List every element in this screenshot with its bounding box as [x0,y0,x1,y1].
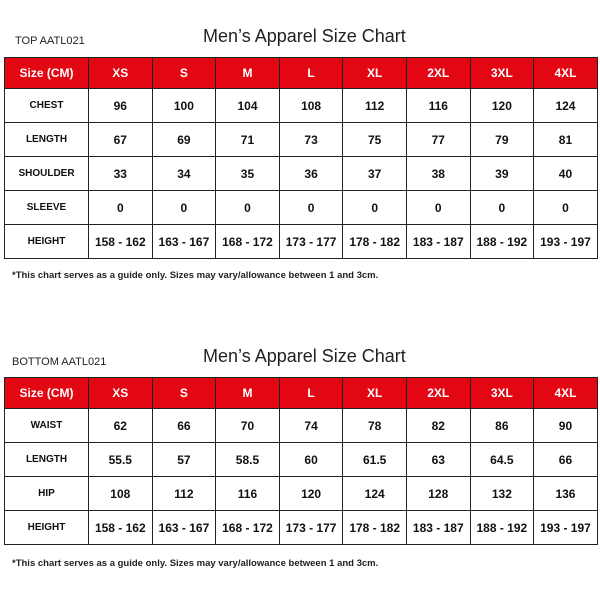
table-cell: 66 [534,443,598,477]
top-size-xl: XL [343,58,407,89]
table-cell: 71 [216,123,280,157]
table-cell: 158 - 162 [89,511,153,545]
table-cell: 183 - 187 [406,225,470,259]
bottom-size-4xl: 4XL [534,378,598,409]
top-size-s: S [152,58,216,89]
bottom-size-3xl: 3XL [470,378,534,409]
table-cell: 57 [152,443,216,477]
table-cell: 124 [343,477,407,511]
table-cell: 0 [406,191,470,225]
table-cell: 60 [279,443,343,477]
table-cell: 163 - 167 [152,225,216,259]
top-size-2xl: 2XL [406,58,470,89]
top-size-chart-section [0,24,600,281]
bottom-chart-title: Men’s Apparel Size Chart [203,346,406,366]
table-cell: 58.5 [216,443,280,477]
bottom-header-label: Size (CM) [5,378,89,409]
bottom-product-code: BOTTOM AATL021 [12,356,107,368]
top-size-3xl: 3XL [470,58,534,89]
table-cell: 128 [406,477,470,511]
table-cell: 74 [279,409,343,443]
top-size-4xl: 4XL [534,58,598,89]
table-cell: 112 [343,89,407,123]
table-cell: 40 [534,157,598,191]
table-cell: 35 [216,157,280,191]
top-product-code: TOP AATL021 [15,35,85,47]
bottom-row-label: LENGTH [5,443,89,477]
table-cell: 55.5 [89,443,153,477]
table-cell: 69 [152,123,216,157]
table-cell: 0 [534,191,598,225]
top-chart-title: Men’s Apparel Size Chart [203,26,406,46]
bottom-size-xs: XS [89,378,153,409]
table-cell: 100 [152,89,216,123]
top-size-xs: XS [89,58,153,89]
top-header-label: Size (CM) [5,58,89,89]
bottom-row-hip [5,477,598,511]
table-cell: 0 [343,191,407,225]
table-cell: 0 [279,191,343,225]
top-size-m: M [216,58,280,89]
top-row-label: HEIGHT [5,225,89,259]
table-cell: 39 [470,157,534,191]
table-cell: 132 [470,477,534,511]
bottom-size-xl: XL [343,378,407,409]
table-cell: 112 [152,477,216,511]
top-chart-header [0,24,600,57]
table-cell: 173 - 177 [279,511,343,545]
table-cell: 116 [406,89,470,123]
top-row-label: CHEST [5,89,89,123]
bottom-header-row [5,378,598,409]
table-cell: 75 [343,123,407,157]
bottom-size-chart-section [0,344,600,569]
table-cell: 136 [534,477,598,511]
table-cell: 64.5 [470,443,534,477]
table-cell: 116 [216,477,280,511]
table-cell: 168 - 172 [216,225,280,259]
table-cell: 158 - 162 [89,225,153,259]
top-row-height [5,225,598,259]
top-row-length [5,123,598,157]
table-cell: 77 [406,123,470,157]
table-cell: 67 [89,123,153,157]
top-header-row [5,58,598,89]
bottom-row-length [5,443,598,477]
bottom-size-m: M [216,378,280,409]
table-cell: 0 [470,191,534,225]
bottom-row-waist [5,409,598,443]
table-cell: 178 - 182 [343,511,407,545]
table-cell: 120 [279,477,343,511]
table-cell: 63 [406,443,470,477]
table-cell: 188 - 192 [470,225,534,259]
top-disclaimer-note: *This chart serves as a guide only. Sizes may vary/allowance between 1 and 3cm. [12,270,379,281]
table-cell: 108 [279,89,343,123]
table-cell: 81 [534,123,598,157]
table-cell: 0 [152,191,216,225]
table-cell: 108 [89,477,153,511]
table-cell: 96 [89,89,153,123]
top-row-label: SHOULDER [5,157,89,191]
top-row-chest [5,89,598,123]
top-size-l: L [279,58,343,89]
table-cell: 193 - 197 [534,511,598,545]
table-cell: 79 [470,123,534,157]
table-cell: 61.5 [343,443,407,477]
table-cell: 168 - 172 [216,511,280,545]
table-cell: 62 [89,409,153,443]
bottom-size-2xl: 2XL [406,378,470,409]
table-cell: 78 [343,409,407,443]
top-size-table [4,57,598,259]
table-cell: 70 [216,409,280,443]
table-cell: 33 [89,157,153,191]
top-row-sleeve [5,191,598,225]
top-row-shoulder [5,157,598,191]
bottom-size-l: L [279,378,343,409]
table-cell: 0 [89,191,153,225]
table-cell: 90 [534,409,598,443]
bottom-row-height [5,511,598,545]
table-cell: 82 [406,409,470,443]
top-row-label: SLEEVE [5,191,89,225]
table-cell: 86 [470,409,534,443]
table-cell: 120 [470,89,534,123]
bottom-size-s: S [152,378,216,409]
table-cell: 104 [216,89,280,123]
bottom-row-label: HEIGHT [5,511,89,545]
table-cell: 0 [216,191,280,225]
bottom-chart-header [0,344,600,377]
table-cell: 183 - 187 [406,511,470,545]
table-cell: 193 - 197 [534,225,598,259]
top-row-label: LENGTH [5,123,89,157]
bottom-row-label: HIP [5,477,89,511]
bottom-row-label: WAIST [5,409,89,443]
table-cell: 124 [534,89,598,123]
table-cell: 178 - 182 [343,225,407,259]
table-cell: 66 [152,409,216,443]
table-cell: 173 - 177 [279,225,343,259]
table-cell: 37 [343,157,407,191]
bottom-size-table [4,377,598,545]
table-cell: 188 - 192 [470,511,534,545]
table-cell: 73 [279,123,343,157]
table-cell: 38 [406,157,470,191]
bottom-disclaimer-note: *This chart serves as a guide only. Sizes may vary/allowance between 1 and 3cm. [12,558,379,569]
table-cell: 163 - 167 [152,511,216,545]
table-cell: 36 [279,157,343,191]
table-cell: 34 [152,157,216,191]
